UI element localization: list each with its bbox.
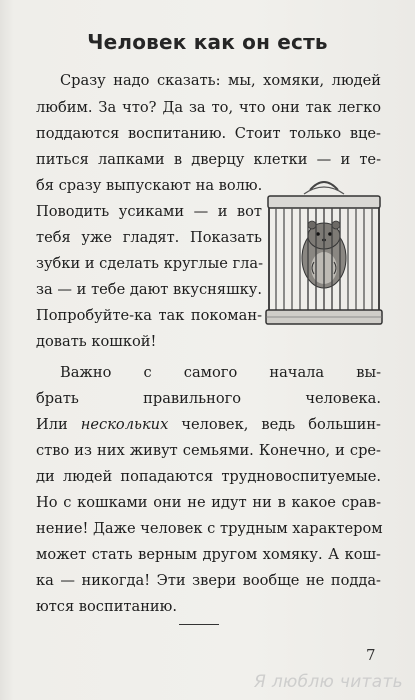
text-line: питься лапками в дверцу клетки — и те- (36, 151, 381, 168)
text-line: бя сразу выпускают на волю. (36, 177, 263, 194)
text-line: тебя уже гладят. Показать (36, 229, 262, 246)
chapter-title: Человек как он есть (87, 30, 328, 54)
watermark: Я люблю читать (254, 672, 403, 692)
text-line: ство из них живут семьями. Конечно, и сре- (36, 442, 381, 459)
text-line: Попробуйте-ка так покоман- (36, 307, 262, 324)
text-line: брать правильного человека. (36, 390, 381, 407)
page-number: 7 (366, 646, 376, 664)
text-line: зубки и сделать круглые гла- (36, 255, 264, 272)
text-line: может стать верным другом хомяку. А кош- (36, 546, 381, 563)
text-line: ются воспитанию. (36, 598, 177, 615)
text-line: Но с кошками они не идут ни в какое срав- (36, 494, 381, 511)
text-line: Поводить усиками — и вот (36, 203, 262, 220)
text-line: нение! Даже человек с трудным характером (36, 520, 383, 537)
text-line: за — и тебе дают вкусняшку. (36, 281, 262, 298)
text-line: поддаются воспитанию. Стоит только вце- (36, 125, 381, 142)
text-line: Сразу надо сказать: мы, хомяки, людей (60, 72, 381, 89)
section-divider (179, 624, 219, 625)
italic-word: нескольких (80, 416, 169, 433)
text-line: ка — никогда! Эти звери вообще не подда- (36, 572, 381, 589)
text-line: Важно с самого начала вы- (60, 364, 381, 381)
hamster-in-cage-icon (264, 176, 384, 332)
text-line: ди людей попадаются трудновоспитуемые. (36, 468, 381, 485)
text-line: довать кошкой! (36, 333, 157, 350)
text-line: Или нескольких человек, ведь большин- (36, 416, 381, 433)
text-line: любим. За что? Да за то, что они так легко (36, 99, 381, 116)
